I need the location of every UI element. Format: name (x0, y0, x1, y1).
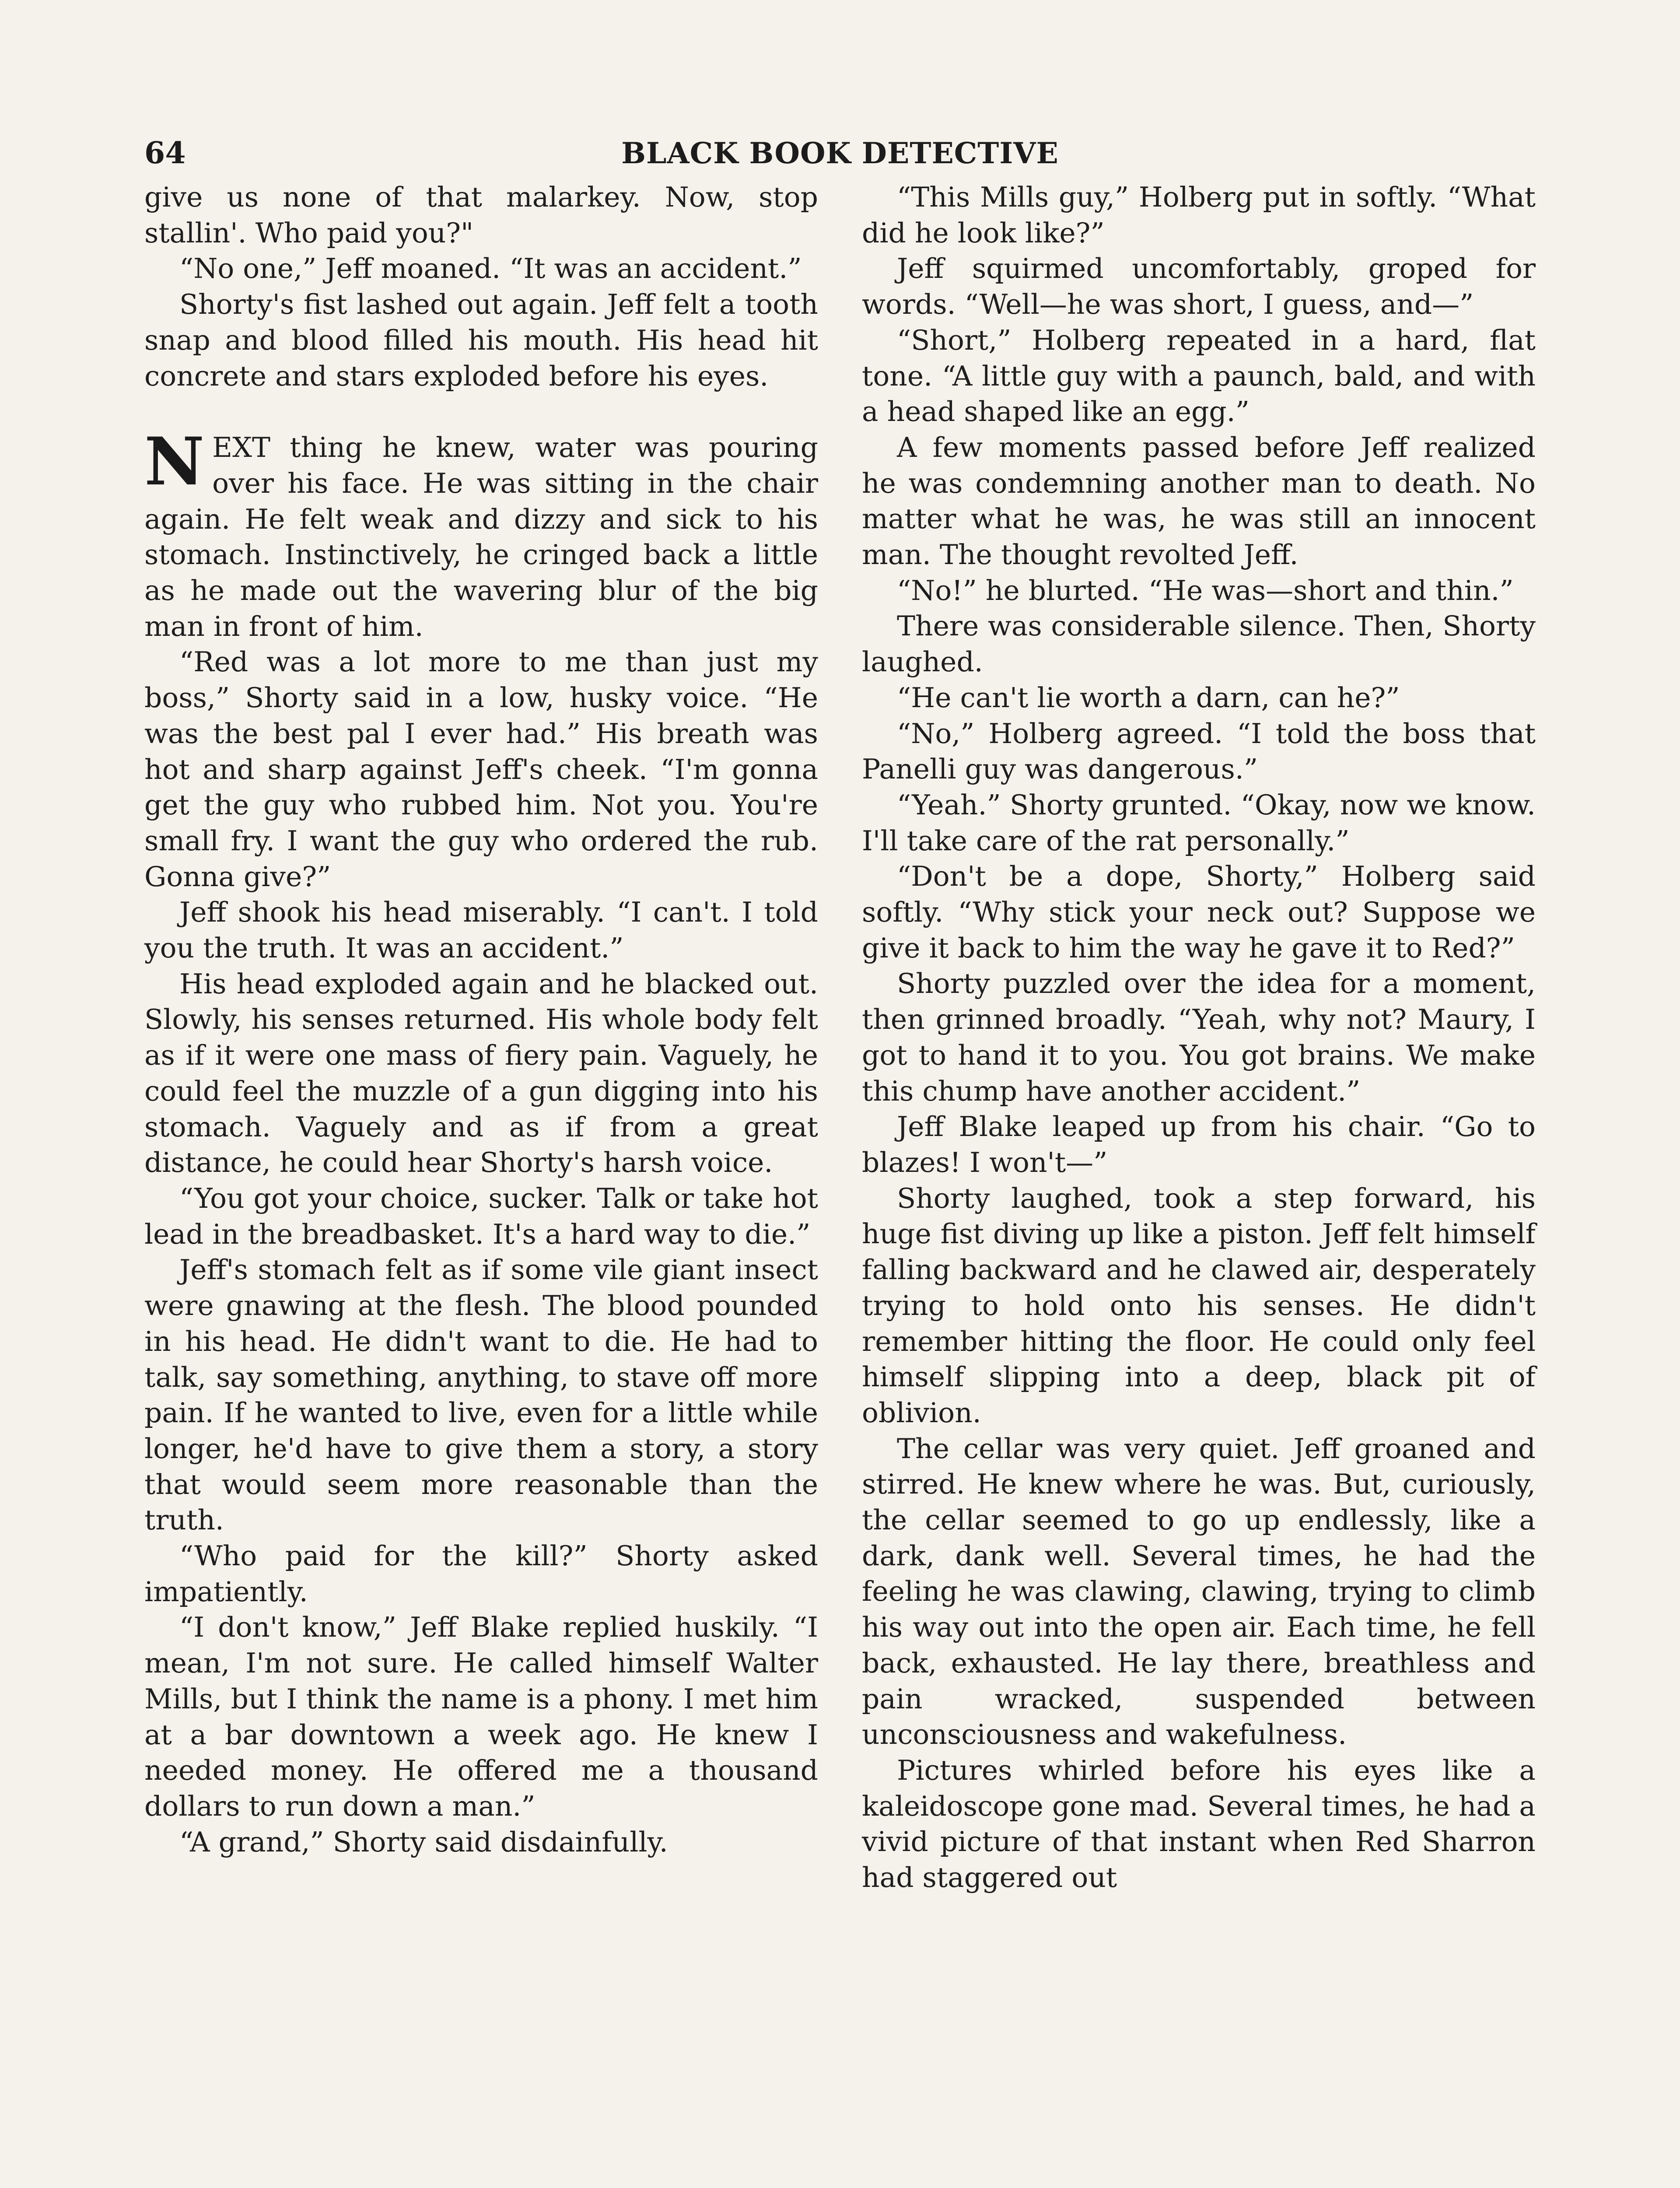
paragraph: “This Mills guy,” Holberg put in softly. “What did he look like?” (862, 181, 1536, 249)
paragraph: “I don't know,” Jeff Blake replied huskily. “I mean, I'm not sure. He called himself Walter Mills, but I think the name is a phony. I met him at a bar downtown a week ago. He knew I needed money. He offered me a thousand dollars to run down a man.” (144, 1611, 818, 1822)
paragraph: A few moments passed before Jeff realized he was condemning another man to death. No matter what he was, he was still an innocent man. The thought revolted Jeff. (862, 431, 1536, 571)
paragraph: Jeff's stomach felt as if some vile giant insect were gnawing at the flesh. The blood pounded in his head. He didn't want to die. He had to talk, say something, anything, to stave off more pain. If he wanted to live, even for a little while longer, he'd have to give them a story, a story that would seem more reasonable than the truth. (144, 1254, 818, 1536)
paragraph: The cellar was very quiet. Jeff groaned and stirred. He knew where he was. But, curiously, the cellar seemed to go up endlessly, like a dark, dank well. Several times, he had the feeling he was clawing, clawing, trying to climb his way out into the open air. Each time, he fell back, exhausted. He lay there, breathless and pain wracked, suspended between unconsciousness and wakefulness. (862, 1432, 1536, 1751)
paragraph: “No!” he blurted. “He was—short and thin.” (897, 574, 1514, 607)
paragraph: “Yeah.” Shorty grunted. “Okay, now we know. I'll take care of the rat personally.” (862, 789, 1536, 857)
right-column (862, 179, 1536, 1896)
paragraph: Jeff squirmed uncomfortably, groped for words. “Well—he was short, I guess, and—” (862, 252, 1536, 321)
paragraph: There was considerable silence. Then, Shorty laughed. (862, 610, 1536, 678)
left-column (144, 179, 818, 1860)
paragraph: “You got your choice, sucker. Talk or take hot lead in the breadbasket. It's a hard way to die.” (144, 1182, 818, 1250)
paragraph: Jeff Blake leaped up from his chair. “Go to blazes! I won't—” (862, 1111, 1536, 1178)
paragraph: “No,” Holberg agreed. “I told the boss that Panelli guy was dangerous.” (862, 717, 1536, 785)
drop-cap: N (144, 423, 205, 501)
paragraph: “Who paid for the kill?” Shorty asked impatiently. (144, 1540, 818, 1608)
paragraph: Shorty laughed, took a step forward, his huge fist diving up like a piston. Jeff felt himself falling backward and he clawed air, desperately trying to hold onto his senses. He didn't remember hitting the floor. He could only feel himself slipping into a deep, black pit of oblivion. (862, 1182, 1536, 1429)
page-number: 64 (144, 136, 186, 171)
paragraph: Shorty puzzled over the idea for a moment, then grinned broadly. “Yeah, why not? Maury, I got to hand it to you. You got brains. We make this chump have another accident.” (862, 968, 1536, 1107)
paragraph: “Short,” Holberg repeated in a hard, flat tone. “A little guy with a paunch, bald, and with a head shaped like an egg.” (862, 324, 1536, 428)
paragraph: Shorty's fist lashed out again. Jeff felt a tooth snap and blood filled his mouth. His head hit concrete and stars exploded before his eyes. (144, 288, 818, 392)
paragraph: “Red was a lot more to me than just my boss,” Shorty said in a low, husky voice. “He was the best pal I ever had.” His breath was hot and sharp against Jeff's cheek. “I'm gonna get the guy who rubbed him. Not you. You're small fry. I want the guy who ordered the rub. Gonna give?” (144, 646, 818, 893)
paragraph: “Don't be a dope, Shorty,” Holberg said softly. “Why stick your neck out? Suppose we give it back to him the way he gave it to Red?” (862, 860, 1536, 964)
paragraph: Pictures whirled before his eyes like a kaleidoscope gone mad. Several times, he had a vivid picture of that instant when Red Sharron had staggered out (862, 1754, 1536, 1894)
paragraph: His head exploded again and he blacked out. Slowly, his senses returned. His whole body felt as if it were one mass of fiery pain. Vaguely, he could feel the muzzle of a gun digging into his stomach. Vaguely and as if from a great distance, he could hear Shorty's harsh voice. (144, 968, 818, 1179)
page-header (144, 131, 1536, 184)
section-opening-paragraph (144, 423, 818, 644)
paragraph: “A grand,” Shorty said disdainfully. (179, 1826, 668, 1858)
paragraph-text: EXT thing he knew, water was pouring over his face. He was sitting in the chair again. He felt weak and dizzy and sick to his stomach. Instinctively, he cringed back a little as he made out the wavering blur of the big man in front of him. (144, 431, 818, 642)
paragraph: give us none of that malarkey. Now, stop stallin'. Who paid you?" (144, 181, 818, 249)
running-head: BLACK BOOK DETECTIVE (621, 136, 1059, 170)
paragraph: “He can't lie worth a darn, can he?” (897, 681, 1400, 714)
paragraph: Jeff shook his head miserably. “I can't. I told you the truth. It was an accident.” (144, 896, 818, 964)
paragraph: “No one,” Jeff moaned. “It was an accident.” (179, 252, 802, 285)
